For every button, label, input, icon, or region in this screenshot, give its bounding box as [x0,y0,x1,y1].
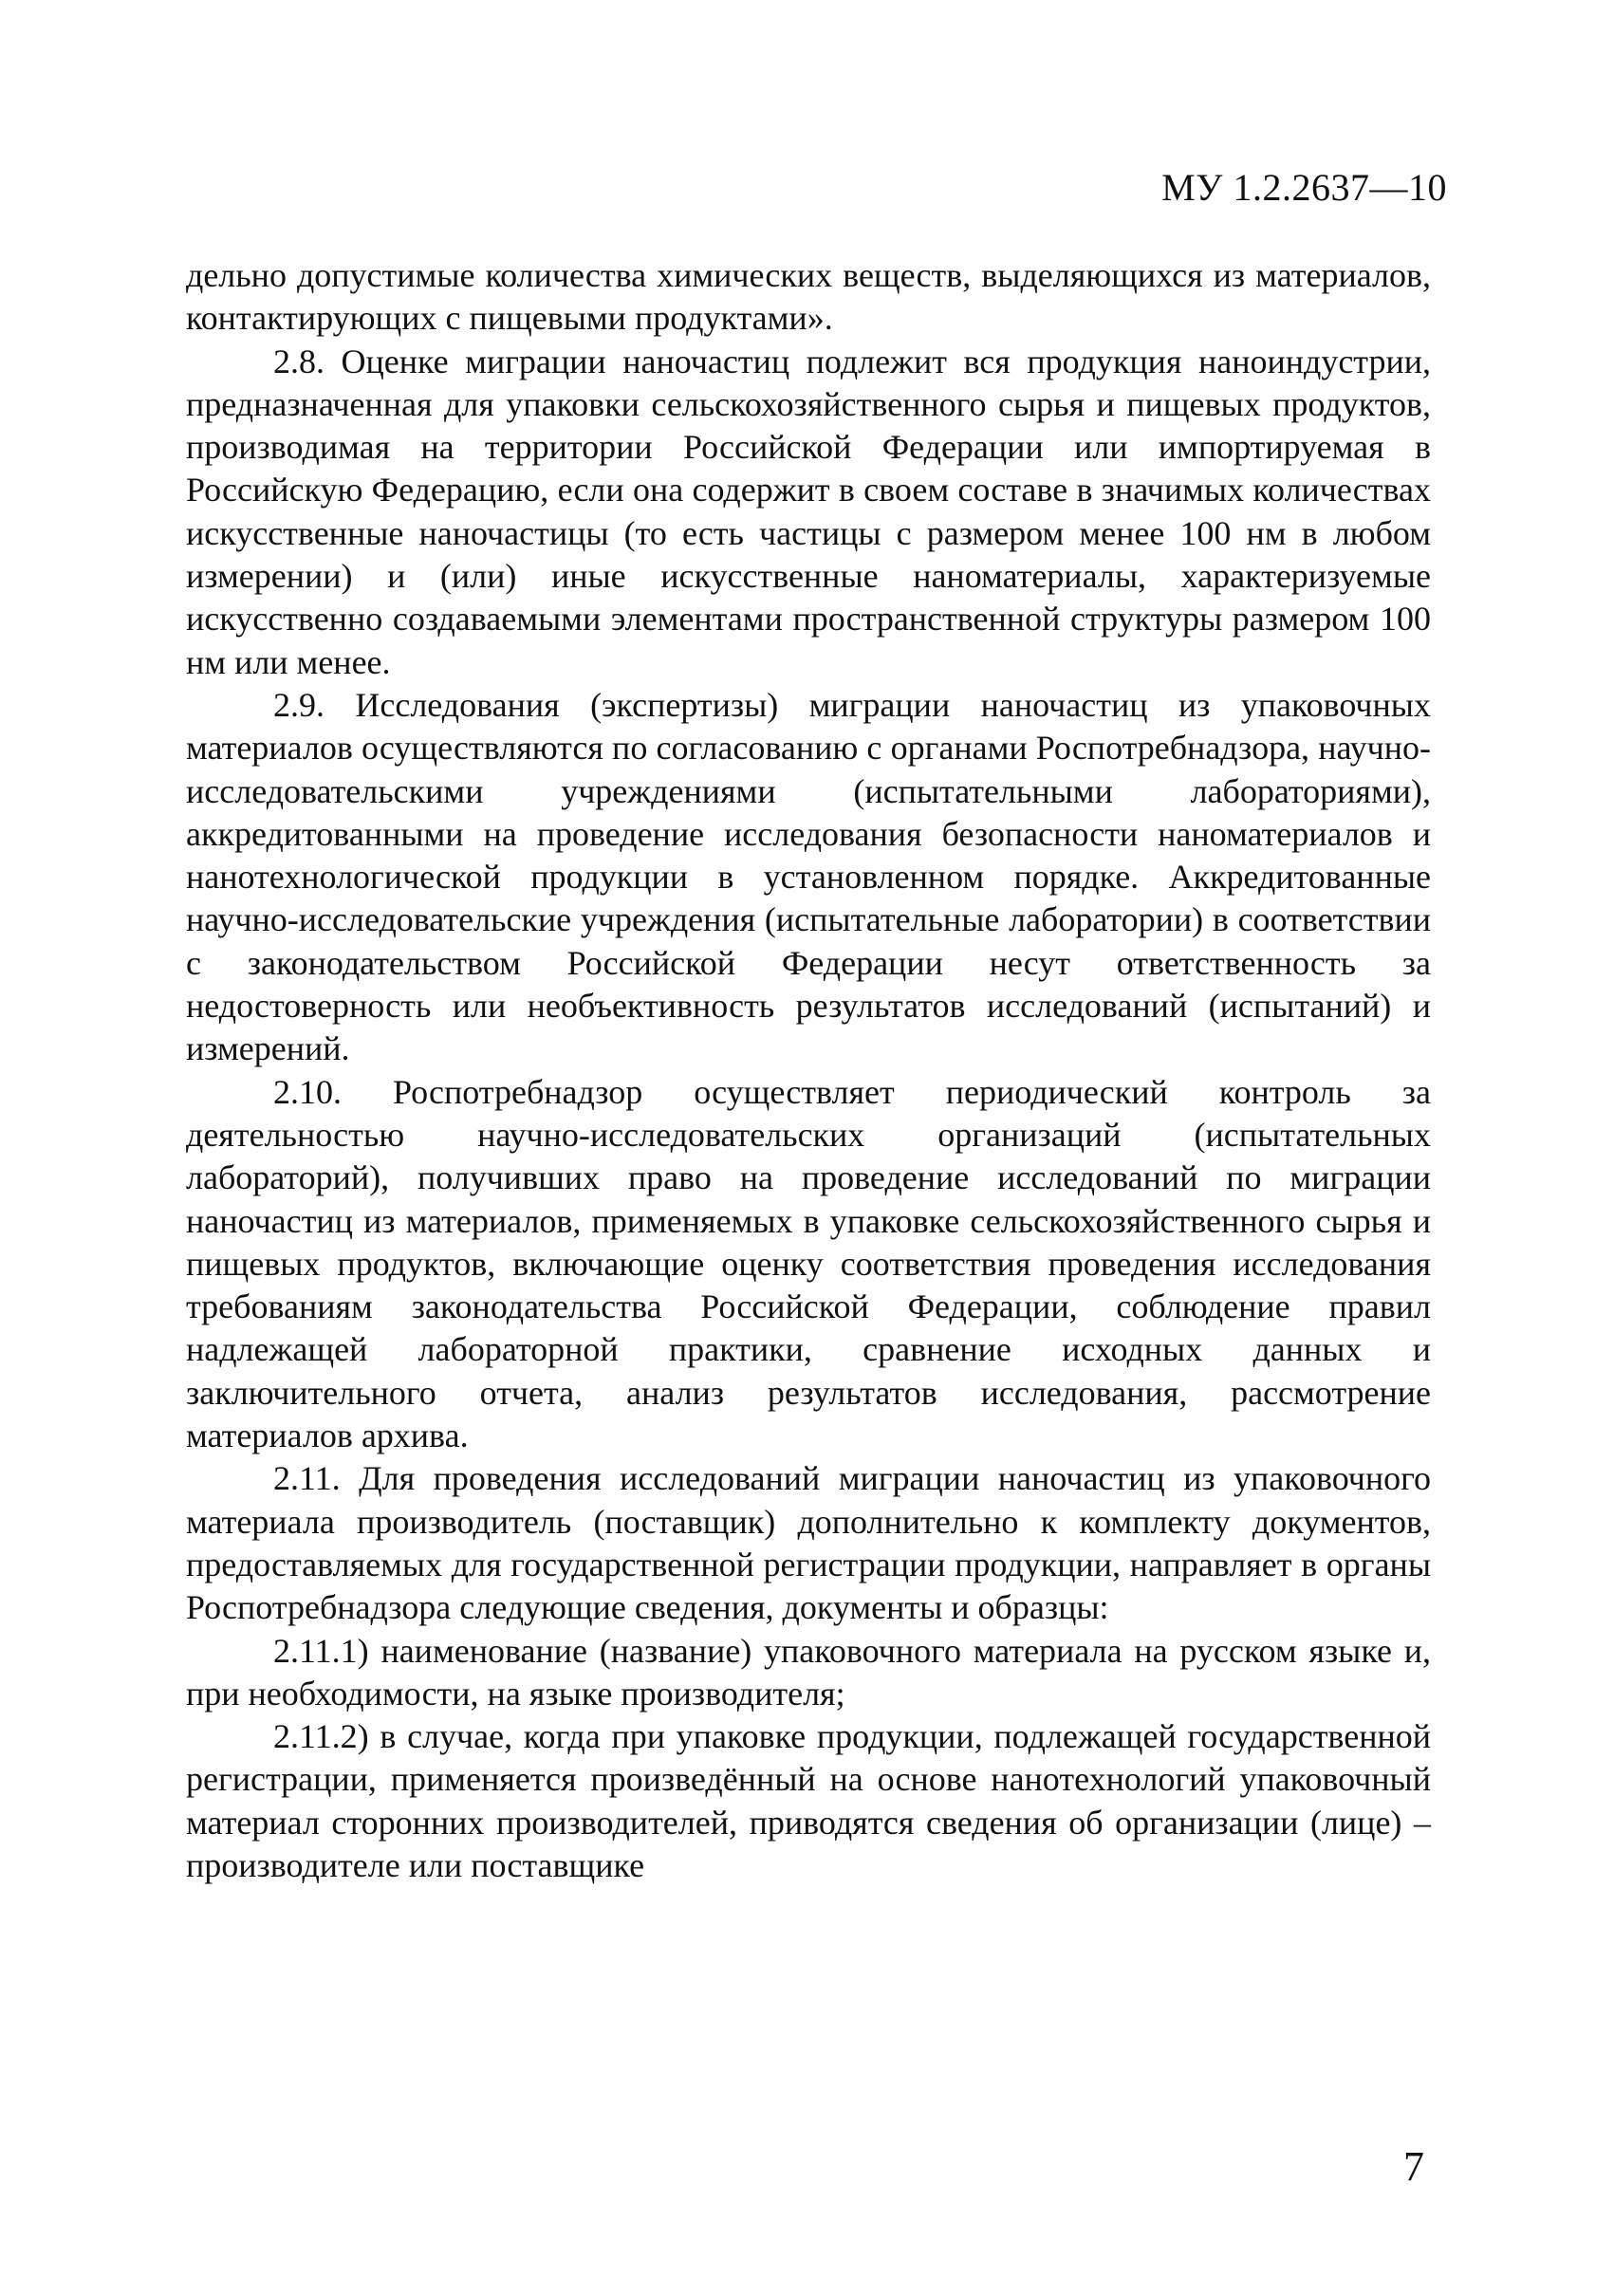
paragraph-2-11-1: 2.11.1) наименование (название) упаковочного материала на русском языке и, при необходимости, на языке производителя; [186,1631,1431,1713]
document-body [186,254,1431,1887]
document-code-header: МУ 1.2.2637—10 [1161,166,1447,209]
paragraph-2-9: 2.9. Исследования (экспертизы) миграции наночастиц из упаковочных материалов осуществляются по согласованию с органами Роспотребнадзора, научно-исследовательскими учреждениями (испытательными лабораториями), аккредитованными на проведение исследования безопасности наноматериалов и нанотехнологической продукции в установленном порядке. Аккредитованные научно-исследовательские учреждения (испытательные лаборатории) в соответствии с законодательством Российской Федерации несут ответственность за недостоверность или необъективность результатов исследований (испытаний) и измерений. [186,685,1431,1068]
paragraph-2-11-2: 2.11.2) в случае, когда при упаковке продукции, подлежащей государственной регистрации, применяется произведённый на основе нанотехнологий упаковочный материал сторонних производителей, приводятся сведения об организации (лице) – производителе или поставщике [186,1717,1431,1884]
paragraph-2-11: 2.11. Для проведения исследований миграции наночастиц из упаковочного материала производитель (поставщик) дополнительно к комплекту документов, предоставляемых для государственной регистрации продукции, направляет в органы Роспотребнадзора следующие сведения, документы и образцы: [186,1459,1431,1627]
page-number: 7 [1403,2143,1424,2190]
paragraph-2-8: 2.8. Оценке миграции наночастиц подлежит вся продукция наноиндустрии, предназначенная для упаковки сельскохозяйственного сырья и пищевых продуктов, производимая на территории Российской Федерации или импортируемая в Российскую Федерацию, если она содержит в своем составе в значимых количествах искусственные наночастицы (то есть частицы с размером менее 100 нм в любом измерении) и (или) иные искусственные наноматериалы, характеризуемые искусственно создаваемыми элементами пространственной структуры размером 100 нм или менее. [186,342,1431,681]
paragraph-2-10: 2.10. Роспотребнадзор осуществляет периодический контроль за деятельностью научно-исследовательских организаций (испытательных лабораторий), получивших право на проведение исследований по миграции наночастиц из материалов, применяемых в упаковке сельскохозяйственного сырья и пищевых продуктов, включающие оценку соответствия проведения исследования требованиям законодательства Российской Федерации, соблюдение правил надлежащей лабораторной практики, сравнение исходных данных и заключительного отчета, анализ результатов исследования, рассмотрение материалов архива. [186,1072,1431,1455]
paragraph-continuation: дельно допустимые количества химических веществ, выделяющихся из материалов, контактирующих с пищевыми продуктами». [186,256,1431,338]
